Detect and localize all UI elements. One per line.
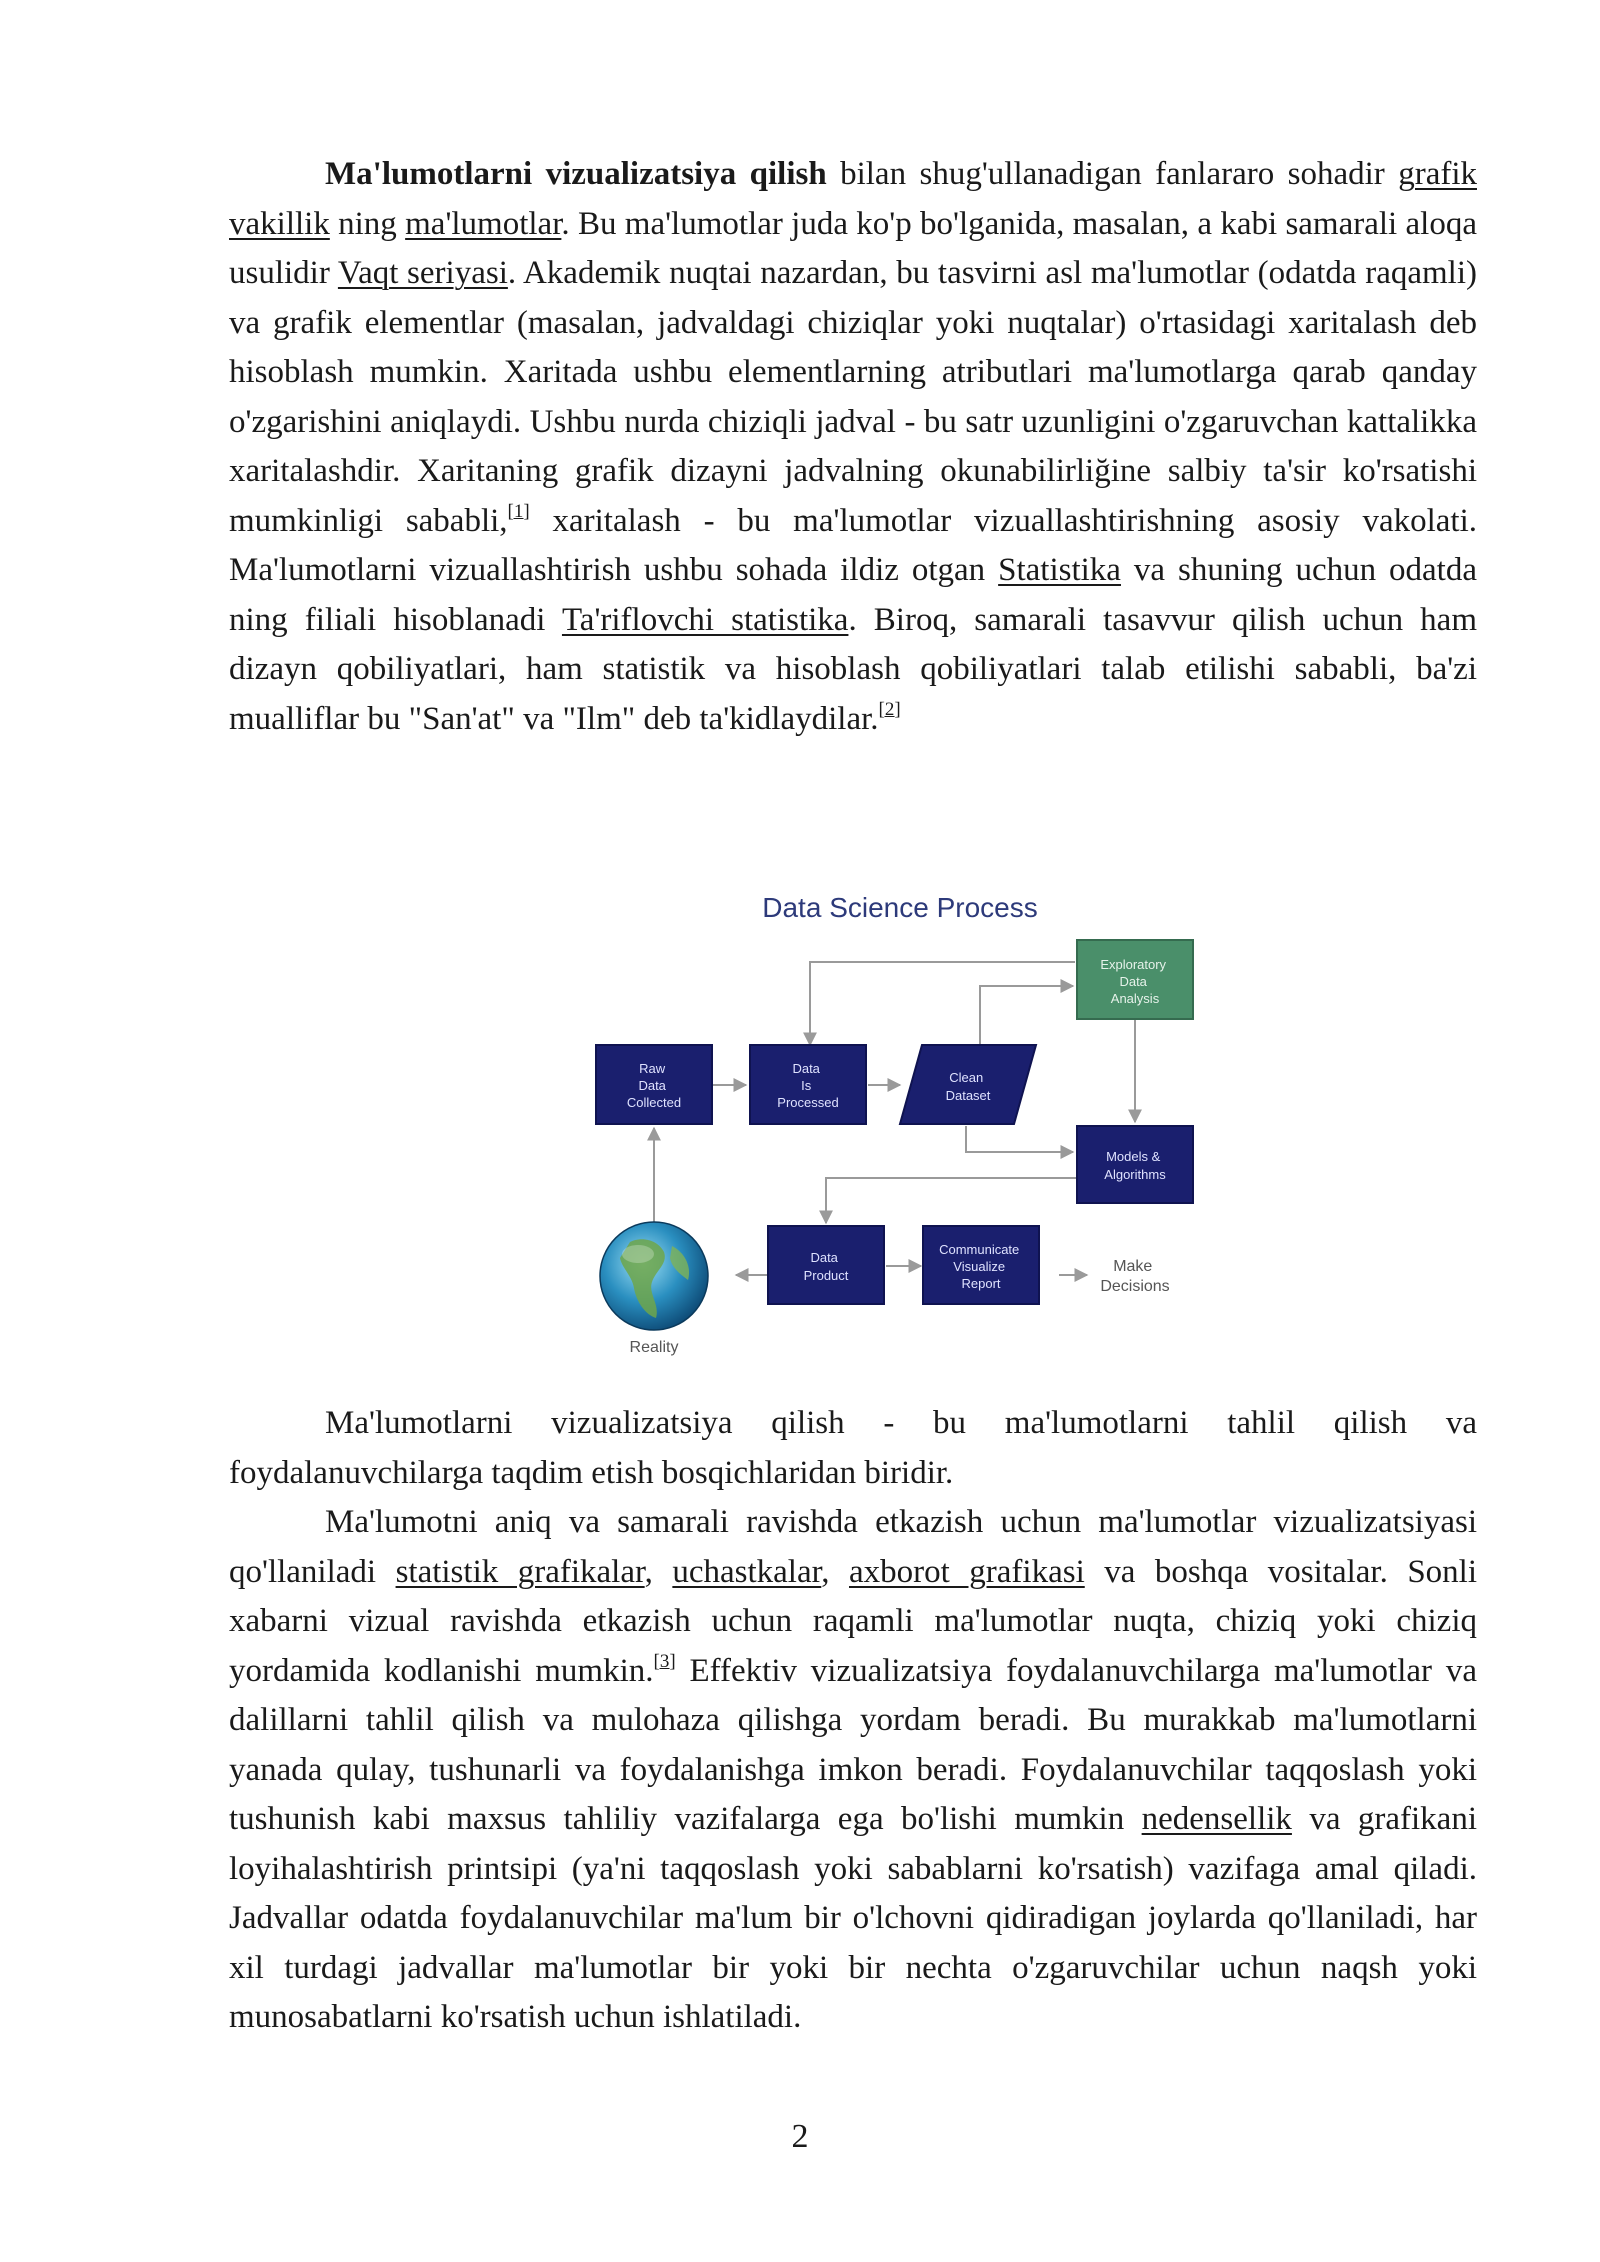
- link-statistika[interactable]: Statistika: [998, 552, 1121, 588]
- box-clean-dataset: [900, 1045, 1036, 1124]
- page-number: 2: [791, 2118, 809, 2155]
- make-decisions-label: Make Decisions: [1100, 1258, 1170, 1295]
- figure-title: Data Science Process: [762, 892, 1038, 923]
- link-malumotlar[interactable]: ma'lumotlar: [405, 205, 562, 242]
- svg-text:Clean Dataset: Clean Dataset: [945, 1070, 991, 1103]
- box-data-is-processed: [750, 1045, 866, 1124]
- link-grafik[interactable]: grafik: [1398, 156, 1477, 192]
- svg-text:Data Is Pr: Data Is Processed: [777, 1061, 839, 1110]
- link-vaqt-seriyasi[interactable]: Vaqt seriyasi: [337, 255, 508, 291]
- box-data-product: [768, 1226, 884, 1304]
- footnote-ref-2[interactable]: [2]: [878, 698, 901, 720]
- paragraph-3: Ma'lumotni aniq va samarali ravishda etkazish uchun ma'lumotlar vizualizatsiyasi qo'llaniladi statistik grafikalar, uchastkalar, axborot grafikasi va boshqa vositalar. Sonli xabarni vizual ravishda etkazish uchun raqamli ma'lumotlar nuqta, chiziq yoki chiziq yordamida kodlanishi mumkin.[3] Effektiv vizualizatsiya foydalanuvchilarga ma'lumotlar va dalillarni tahlil qilish va mulohaza qilishga yordam beradi. Bu murakkab ma'lumotlarni yanada qulay, tushunarli va foydalanishga imkon beradi. Foydalanuvchilar taqqoslash yoki tushunish kabi maxsus tahliliy vazifalarga ega bo'lishi mumkin nedensellik va grafikani loyihalashtirish printsipi (ya'ni taqqoslash yoki sabablarni ko'rsatish) vazifaga amal qiladi. Jadvallar odatda foydalanuvchilar ma'lum bir o'lchovni qidiradigan joylarda qo'llaniladi, har xil turdagi jadvallar ma'lumotlar bir yoki bir nechta o'zgaruvchilar uchun naqsh yoki munosabatlarni ko'rsatish uchun ishlatiladi.: [229, 1504, 1478, 2035]
- link-tariflovchi-statistika[interactable]: Ta'riflovchi statistika: [561, 601, 849, 638]
- svg-text:Raw Data C: Raw Data Collected: [626, 1061, 682, 1110]
- paragraph-2: Ma'lumotlarni vizualizatsiya qilish - bu ma'lumotlarni tahlil qilish va foydalanuvchilarga taqdim etish bosqichlaridan biridir.: [229, 1405, 1477, 1491]
- link-statistik-grafikalar[interactable]: statistik grafikalar: [395, 1553, 645, 1590]
- globe-icon: [600, 1222, 708, 1330]
- paragraph-1: Ma'lumotlarni vizualizatsiya qilish bilan shug'ullanadigan fanlararo sohadir grafik vakillik ning ma'lumotlar. Bu ma'lumotlar juda ko'p bo'lganida, masalan, a kabi samarali aloqa usulidir Vaqt seriyasi. Akademik nuqtai nazardan, bu tasvirni asl ma'lumotlar (odatda raqamli) va grafik elementlar (masalan, jadvaldagi chiziqlar yoki nuqtalar) o'rtasidagi xaritalash deb hisoblash mumkin. Xaritada ushbu elementlarning atributlari ma'lumotlarga qarab qanday o'zgarishini aniqlaydi. Ushbu nurda chiziqli jadval - bu satr uzunligini o'zgaruvchan kattalikka xaritalashdir. Xaritaning grafik dizayni jadvalning okunabilirliğine salbiy ta'sir ko'rsatishi mumkinligi sababli,[1] xaritalash - bu ma'lumotlar vizuallashtirishning asosiy vakolati. Ma'lumotlarni vizuallashtirish ushbu sohada ildiz otgan Statistika va shuning uchun odatda ning filiali hisoblanadi Ta'riflovchi statistika. Biroq, samarali tasavvur qilish uchun ham dizayn qobiliyatlari, ham statistik va hisoblash qobiliyatlari talab etilishi sababli, ba'zi mualliflar bu "San'at" va "Ilm" deb ta'kidlaydilar.[2]: [229, 156, 1478, 737]
- reality-label: Reality: [629, 1339, 679, 1356]
- box-raw-data-collected: [596, 1045, 712, 1124]
- link-vakillik[interactable]: vakillik: [229, 205, 330, 242]
- svg-text:Exploratory Data: Exploratory Data Analysis: [1100, 957, 1167, 1006]
- text-block-top: [229, 150, 1477, 744]
- text-block-bottom: [229, 1399, 1477, 2043]
- svg-text:Models & Algorithms: Models & Algorithms: [1104, 1149, 1166, 1182]
- link-nedensellik[interactable]: nedensellik: [1141, 1801, 1292, 1837]
- box-communicate-visualize-report: [923, 1226, 1039, 1304]
- data-science-process-figure: [560, 890, 1240, 1370]
- bold-term: Ma'lumotlarni vizualizatsiya qilish: [325, 156, 827, 192]
- svg-text:Communicate Visualiz: Communicate Visualize Report: [939, 1242, 1020, 1291]
- footnote-ref-3[interactable]: [3]: [653, 1650, 676, 1672]
- connectors: [654, 962, 1135, 1275]
- box-models-algorithms: [1077, 1126, 1193, 1203]
- footnote-ref-1[interactable]: [1]: [507, 500, 530, 522]
- link-axborot-grafikasi[interactable]: axborot grafikasi: [849, 1553, 1085, 1590]
- box-exploratory-data-analysis: [1077, 940, 1193, 1019]
- process-diagram: [560, 890, 1240, 1370]
- link-uchastkalar[interactable]: uchastkalar: [672, 1553, 822, 1590]
- svg-text:Data Product: Data Product: [803, 1250, 849, 1283]
